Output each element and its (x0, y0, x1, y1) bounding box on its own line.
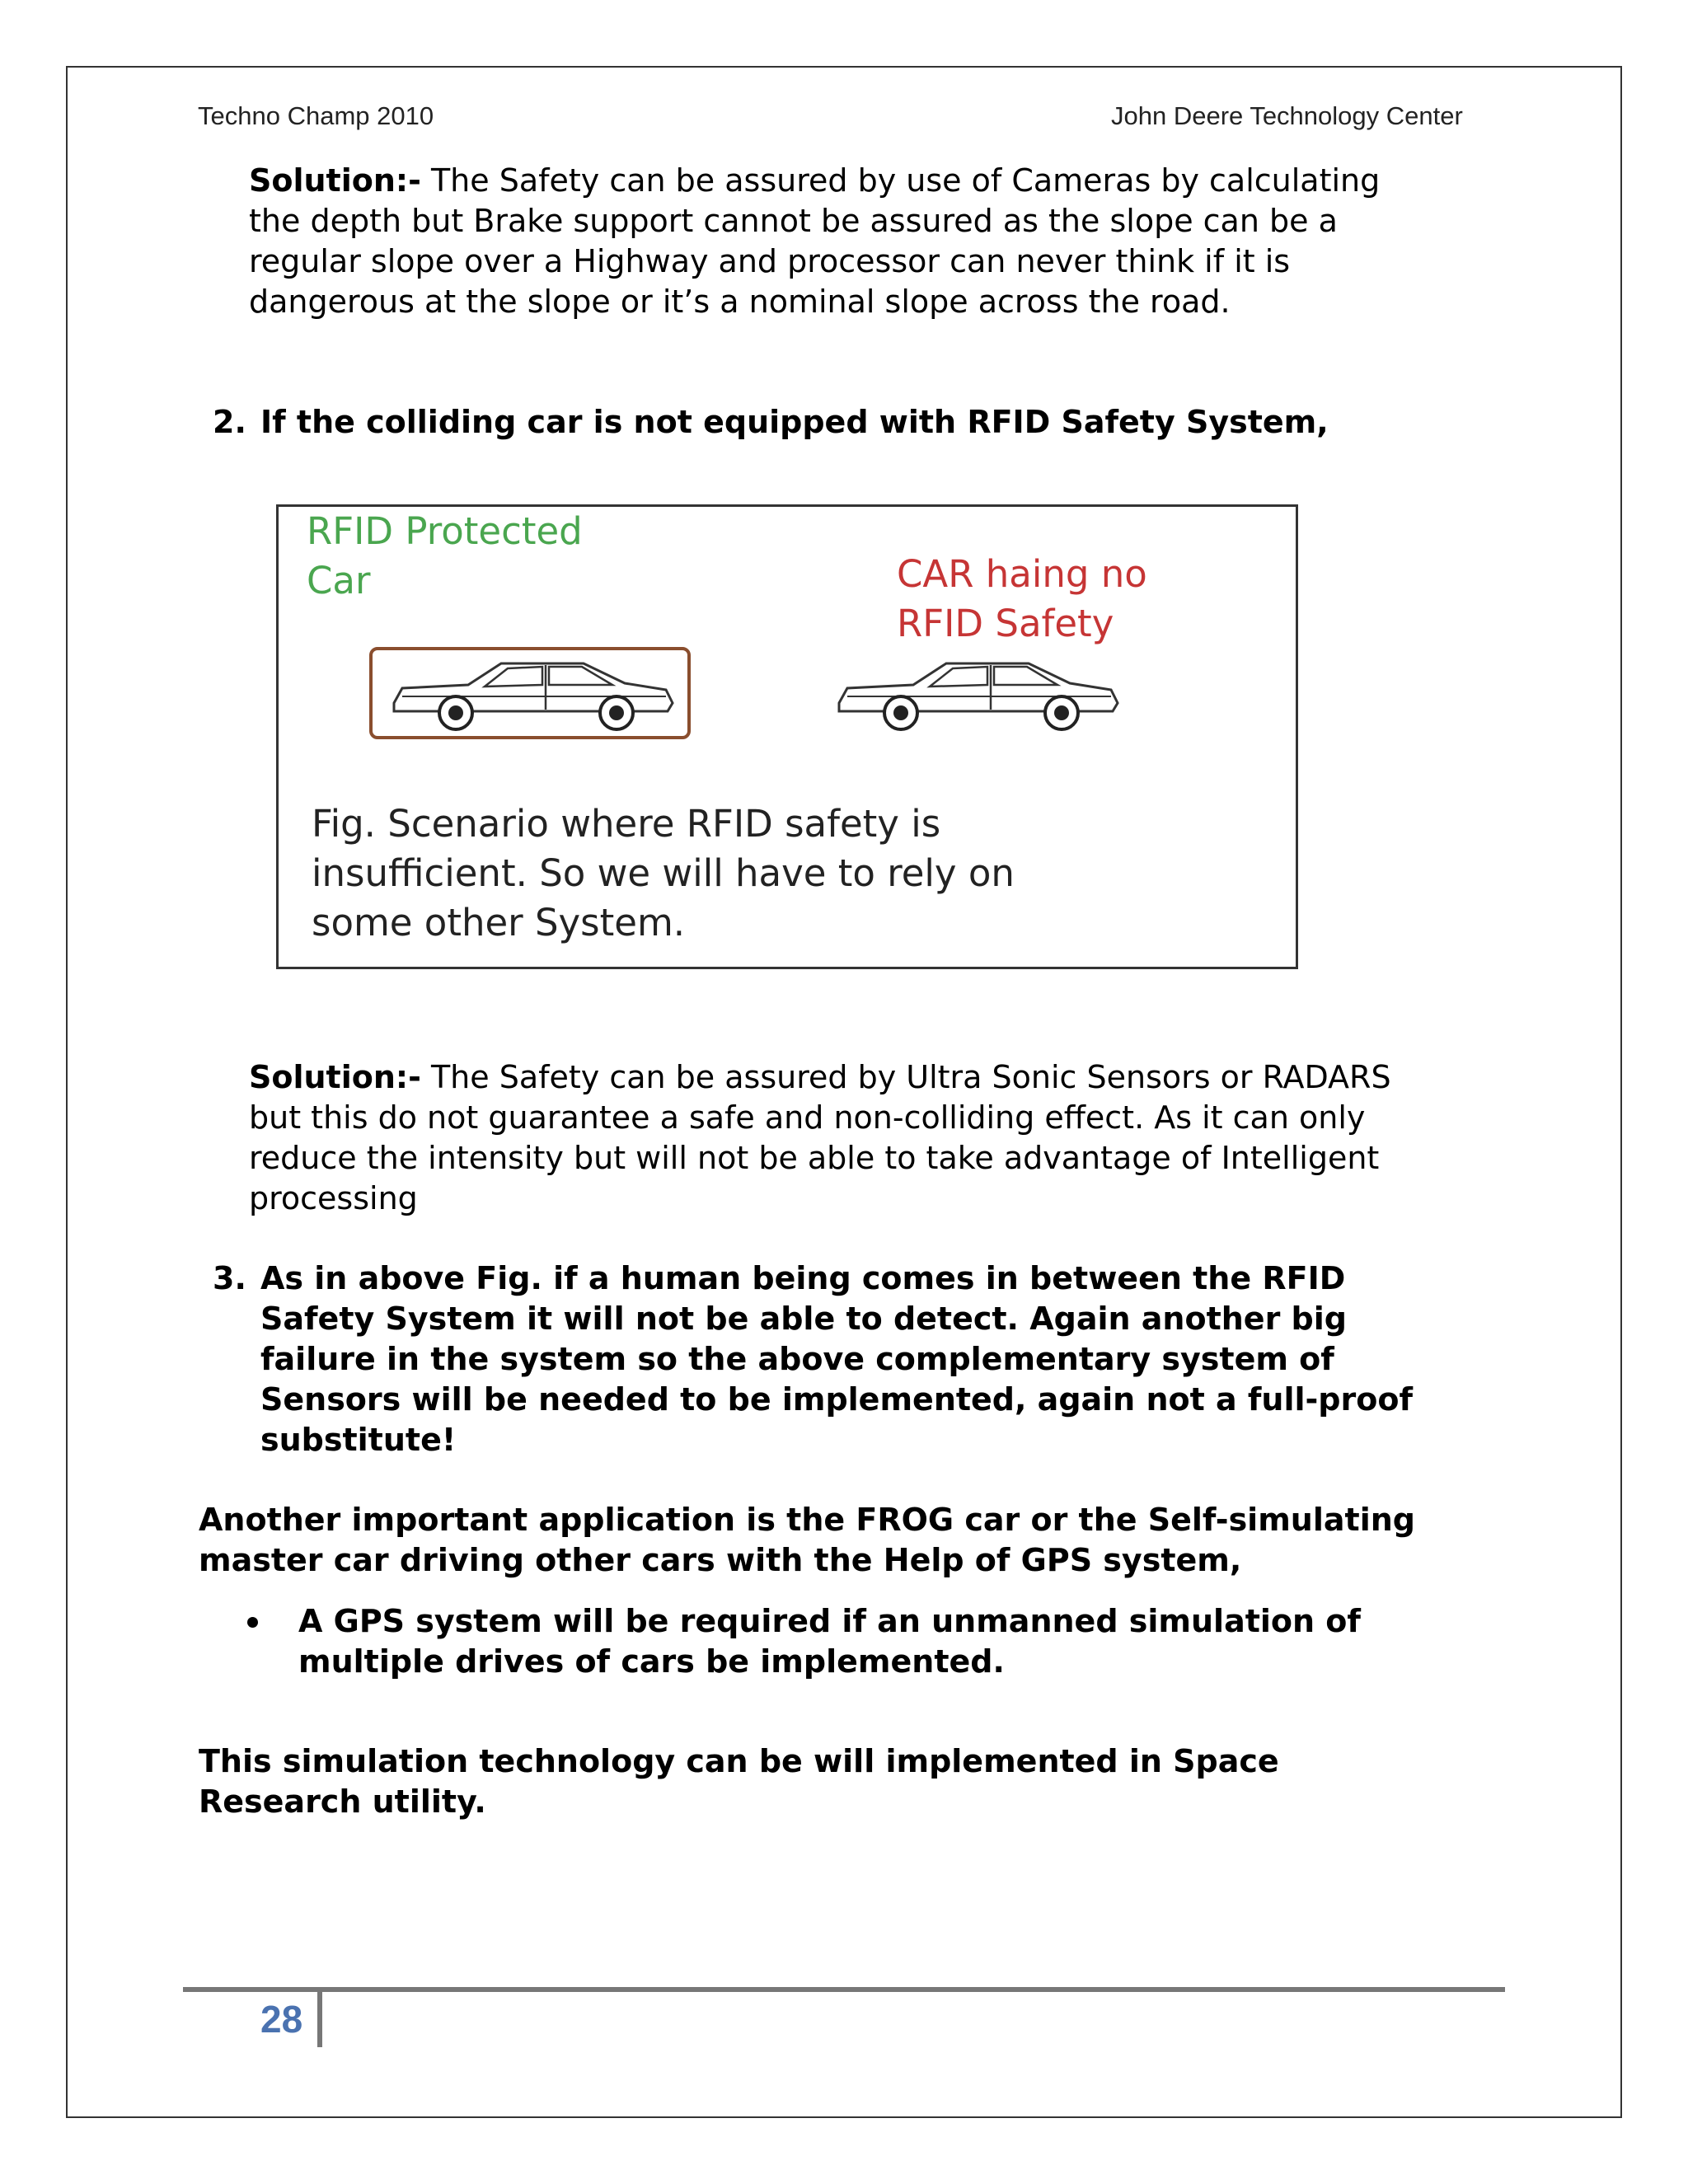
protected-car-icon (377, 652, 682, 734)
solution-line: dangerous at the slope or it’s a nominal slope across the road. (249, 284, 1231, 320)
figure-protected-label: RFID Protected Car (307, 509, 583, 602)
footer-rule (183, 1987, 1505, 1992)
bullet-icon (247, 1617, 258, 1628)
space-research-paragraph: This simulation technology can be will implemented in Space Research utility. (199, 1743, 1279, 1820)
unprotected-car-icon (823, 652, 1128, 734)
solution-line: The Safety can be assured by Ultra Sonic Sensors or RADARS (420, 1059, 1391, 1095)
solution-paragraph-2 (249, 1057, 1535, 1219)
gps-bullet: A GPS system will be required if an unmanned simulation of multiple drives of cars be implemented. (298, 1603, 1361, 1680)
header-right: John Deere Technology Center (1111, 101, 1463, 130)
frog-car-paragraph: Another important application is the FROG car or the Self-simulating master car driving other cars with the Help of GPS system, (199, 1502, 1415, 1578)
solution-label: Solution:- (249, 162, 421, 199)
figure-unprotected-label: CAR haing no RFID Safety (897, 552, 1147, 645)
solution-line: the depth but Brake support cannot be assured as the slope can be a (249, 203, 1338, 239)
item-3-paragraph: As in above Fig. if a human being comes in between the RFID Safety System it will not be able to detect. Again another big failure in the system so the above complementary system of Sensors will be needed to be implemented, again not a full-proof substitute! (260, 1260, 1413, 1458)
solution-line: reduce the intensity but will not be able to take advantage of Intelligent (249, 1140, 1380, 1176)
solution-line: but this do not guarantee a safe and non-colliding effect. As it can only (249, 1099, 1366, 1136)
solution-line: regular slope over a Highway and processor can never think if it is (249, 243, 1291, 279)
page-number: 28 (260, 1998, 303, 2041)
item-number: 3. (213, 1260, 246, 1296)
figure-rfid-scenario (276, 504, 1298, 969)
solution-paragraph-1 (249, 161, 1535, 322)
footer-divider (317, 1991, 322, 2047)
solution-line: The Safety can be assured by use of Cameras by calculating (420, 162, 1381, 199)
solution-line: processing (249, 1180, 418, 1216)
item-number: 2. (213, 404, 246, 440)
header-left: Techno Champ 2010 (198, 101, 434, 130)
item-2-heading: If the colliding car is not equipped with RFID Safety System, (260, 404, 1329, 440)
figure-caption: Fig. Scenario where RFID safety is insufficient. So we will have to rely on some other System. (312, 802, 1015, 944)
solution-label: Solution:- (249, 1059, 421, 1095)
